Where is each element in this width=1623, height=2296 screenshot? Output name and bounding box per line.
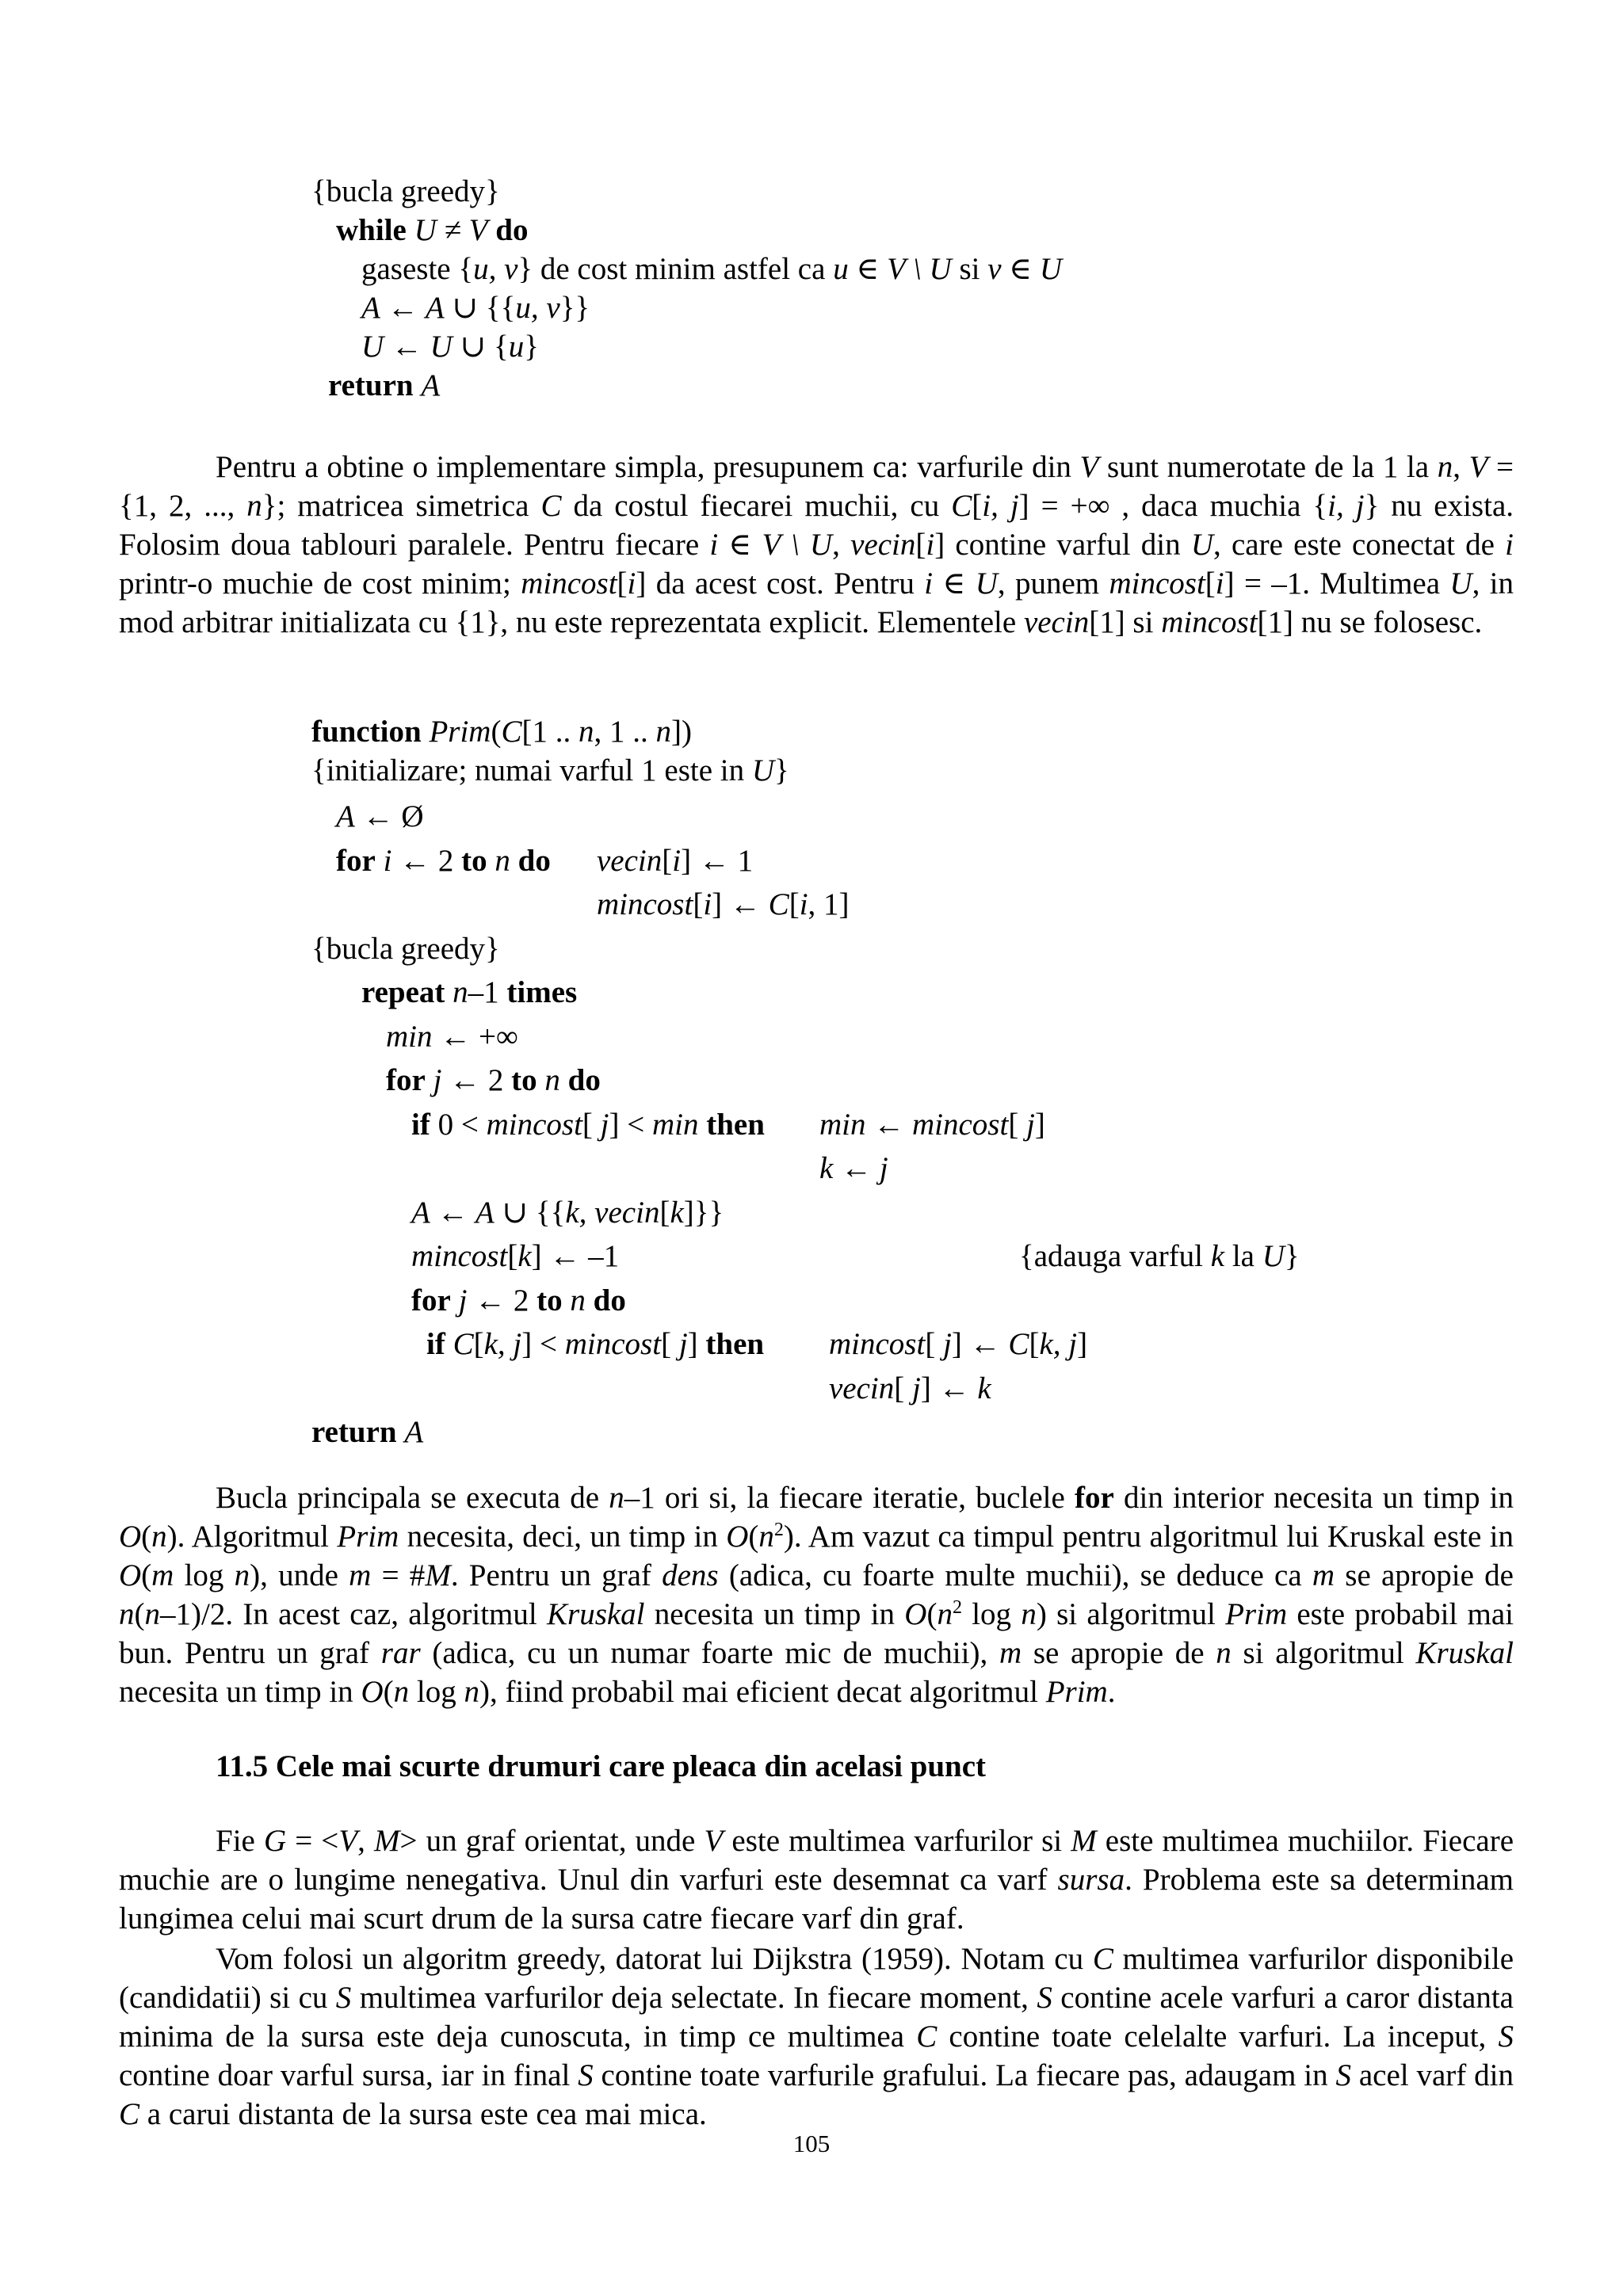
code-line: mincost[ j] ← C[k, j] <box>829 1327 1088 1361</box>
code-line: if C[k, j] < mincost[ j] then <box>426 1327 765 1361</box>
code-line: for i ← 2 to n do <box>336 844 551 878</box>
code-line: repeat n–1 times <box>361 975 578 1009</box>
paragraph: Bucla principala se executa de n–1 ori si, la fiecare iteratie, buclele for din interior necesita un timp in O(n). Algoritmul Prim necesita, deci, un timp in $O(n^2)$. Am vazut ca timpul pentru algoritmul lui Kruskal este in O(m log n), unde m = #M. Pentru un graf dens (adica, cu foarte multe muchii), se deduce ca m se apropie de n(n–1)/2. In acest caz, algoritmul Kruskal necesita un timp in $O(n^2$ log n) si algoritmul Prim este probabil mai bun. Pentru un graf rar (adica, cu un numar foarte mic de muchii), m se apropie de n si algoritmul Kruskal necesita un timp in O(n log n), fiind probabil mai eficient decat algoritmul Prim. <box>119 1481 1514 1709</box>
page-number: 105 <box>792 2130 831 2157</box>
code-line: {bucla greedy} <box>311 174 500 208</box>
code-line: A ← Ø <box>336 799 424 833</box>
code-line: vecin[i] ← 1 <box>597 844 754 878</box>
code-line: {adauga varful k la U} <box>1019 1239 1300 1273</box>
code-line: return A <box>328 368 441 402</box>
code-line: {initializare; numai varful 1 este in U} <box>311 753 789 788</box>
code-line: k ← j <box>819 1151 888 1185</box>
code-line: while U ≠ V do <box>336 213 529 247</box>
code-line: return A <box>311 1415 424 1449</box>
code-line: A ← A ∪ {{k, vecin[k]}} <box>411 1196 724 1230</box>
code-line: min ← mincost[ j] <box>819 1108 1045 1142</box>
paragraph: Fie G = <V, M> un graf orientat, unde V este multimea varfurilor si M este multimea muchiilor. Fiecare muchie are o lungime nenegativa. Unul din varfuri este desemnat ca varf sursa. Problema este sa determinam lungimea celui mai scurt drum de la sursa catre fiecare varf din graf. <box>119 1824 1514 1936</box>
code-line: mincost[k] ← –1 <box>411 1239 620 1273</box>
code-line: A ← A ∪ {{u, v}} <box>361 291 590 325</box>
code-line: if 0 < mincost[ j] < min then <box>411 1108 765 1142</box>
code-line: vecin[ j] ← k <box>829 1371 991 1405</box>
code-line: {bucla greedy} <box>311 932 500 966</box>
section-heading: 11.5 Cele mai scurte drumuri care pleaca din acelasi punct <box>216 1749 987 1783</box>
paragraph: Pentru a obtine o implementare simpla, presupunem ca: varfurile din V sunt numerotate de la 1 la n, V = {1, 2, ..., n}; matricea simetrica C da costul fiecarei muchii, cu C[i, j] = +∞ , daca muchia {i, j} nu exista. Folosim doua tablouri paralele. Pentru fiecare i ∈ V \ U, vecin[i] contine varful din U, care este conectat de i printr-o muchie de cost minim; mincost[i] da acest cost. Pentru i ∈ U, punem mincost[i] = –1. Multimea U, in mod arbitrar initializata cu {1}, nu este reprezentata explicit. Elementele vecin[1] si mincost[1] nu se folosesc. <box>119 450 1514 639</box>
code-line: function Prim(C[1 .. n, 1 .. n]) <box>311 715 692 749</box>
code-line: for j ← 2 to n do <box>411 1283 626 1318</box>
code-line: mincost[i] ← C[i, 1] <box>597 887 850 921</box>
code-line: gaseste {u, v} de cost minim astfel ca u ∈ V \ U si v ∈ U <box>361 252 1063 286</box>
paragraph: Vom folosi un algoritm greedy, datorat lui Dijkstra (1959). Notam cu C multimea varfurilor disponibile (candidatii) si cu S multimea varfurilor deja selectate. In fiecare moment, S contine acele varfuri a caror distanta minima de la sursa este deja cunoscuta, in timp ce multimea C contine toate celelalte varfuri. La inceput, S contine doar varful sursa, iar in final S contine toate varfurile grafului. La fiecare pas, adaugam in S acel varf din C a carui distanta de la sursa este cea mai mica. <box>119 1942 1514 2131</box>
code-line: U ← U ∪ {u} <box>361 330 539 364</box>
code-line: min ← +∞ <box>386 1020 518 1054</box>
code-line: for j ← 2 to n do <box>386 1063 601 1097</box>
